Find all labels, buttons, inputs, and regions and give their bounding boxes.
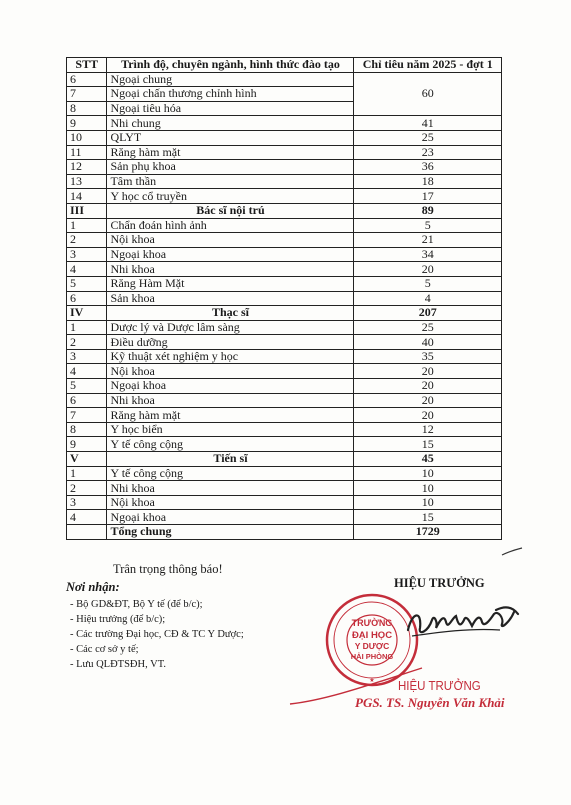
row-program: Nhi chung [107, 116, 354, 131]
row-program: Điều dưỡng [107, 335, 354, 350]
row-program: Nhi khoa [107, 262, 354, 277]
recipient-item: - Lưu QLĐTSĐH, VT. [70, 659, 167, 670]
row-quota: 5 [354, 276, 502, 291]
row-program: Y học cổ truyền [107, 189, 354, 204]
signature-role: HIỆU TRƯỞNG [398, 679, 481, 693]
row-stt: 9 [67, 437, 107, 452]
row-quota: 40 [354, 335, 502, 350]
total-row [67, 525, 502, 540]
row-quota: 20 [354, 393, 502, 408]
total-quota: 1729 [354, 525, 502, 540]
row-program: Răng hàm mặt [107, 145, 354, 160]
table-row [67, 160, 502, 175]
table-row [67, 320, 502, 335]
row-stt: 6 [67, 393, 107, 408]
row-quota: 20 [354, 364, 502, 379]
row-stt: 7 [67, 408, 107, 423]
row-program: Nhi khoa [107, 393, 354, 408]
row-quota: 41 [354, 116, 502, 131]
row-quota: 36 [354, 160, 502, 175]
recipient-item: - Các trường Đại học, CĐ & TC Y Dược; [70, 629, 244, 640]
row-stt: 6 [67, 291, 107, 306]
row-program: Ngoại khoa [107, 379, 354, 394]
row-stt: 2 [67, 335, 107, 350]
table-row [67, 262, 502, 277]
row-stt: 3 [67, 247, 107, 262]
row-stt: 8 [67, 422, 107, 437]
svg-text:★: ★ [369, 678, 375, 684]
row-quota: 20 [354, 379, 502, 394]
section-stt: V [67, 452, 107, 467]
row-program: Ngoại khoa [107, 510, 354, 525]
quota-table [66, 57, 502, 540]
section-quota: 207 [354, 306, 502, 321]
row-stt: 1 [67, 320, 107, 335]
row-stt: 4 [67, 364, 107, 379]
section-stt: IV [67, 306, 107, 321]
row-stt: 4 [67, 510, 107, 525]
row-program: Ngoại chung [107, 72, 354, 87]
seal-text-line: ĐẠI HỌC [351, 630, 393, 641]
table-row [67, 422, 502, 437]
row-program: QLYT [107, 130, 354, 145]
signature-title: HIỆU TRƯỞNG [394, 576, 485, 590]
row-program: Nội khoa [107, 233, 354, 248]
row-program: Sản phụ khoa [107, 160, 354, 175]
row-quota: 18 [354, 174, 502, 189]
table-row [67, 408, 502, 423]
row-program: Y tế công cộng [107, 437, 354, 452]
row-stt: 10 [67, 130, 107, 145]
row-quota: 12 [354, 422, 502, 437]
table-row [67, 466, 502, 481]
recipient-item: - Bộ GD&ĐT, Bộ Y tế (để b/c); [70, 599, 203, 610]
header-quota: Chỉ tiêu năm 2025 - đợt 1 [354, 58, 502, 73]
table-row [67, 233, 502, 248]
table-row [67, 393, 502, 408]
table-row [67, 189, 502, 204]
seal-text-line: TRƯỜNG [351, 618, 393, 628]
signer-name: PGS. TS. Nguyễn Văn Khải [355, 695, 505, 710]
row-stt: 3 [67, 349, 107, 364]
section-row [67, 203, 502, 218]
row-stt: 1 [67, 466, 107, 481]
row-program: Tâm thần [107, 174, 354, 189]
table-row [67, 72, 502, 87]
section-title: Bác sĩ nội trú [107, 203, 354, 218]
table-row [67, 481, 502, 496]
table-row [67, 247, 502, 262]
row-quota: 10 [354, 466, 502, 481]
row-stt: 2 [67, 233, 107, 248]
table-row [67, 145, 502, 160]
table-row [67, 379, 502, 394]
row-quota: 23 [354, 145, 502, 160]
table-header-row [67, 58, 502, 73]
row-stt: 4 [67, 262, 107, 277]
row-quota: 25 [354, 130, 502, 145]
row-stt: 8 [67, 101, 107, 116]
header-program: Trình độ, chuyên ngành, hình thức đào tạo [107, 58, 354, 73]
section-title: Thạc sĩ [107, 306, 354, 321]
row-quota: 10 [354, 481, 502, 496]
row-quota: 15 [354, 510, 502, 525]
row-quota: 34 [354, 247, 502, 262]
row-program: Ngoại khoa [107, 247, 354, 262]
row-stt: 14 [67, 189, 107, 204]
pen-tick-icon [500, 546, 524, 558]
row-program: Răng Hàm Mặt [107, 276, 354, 291]
seal-text-line: HẢI PHÒNG [350, 652, 394, 661]
recipients-title: Nơi nhận: [66, 580, 120, 594]
row-stt: 5 [67, 276, 107, 291]
row-quota: 15 [354, 437, 502, 452]
section-quota: 89 [354, 203, 502, 218]
row-program: Y học biển [107, 422, 354, 437]
row-stt: 2 [67, 481, 107, 496]
row-program: Ngoại tiêu hóa [107, 101, 354, 116]
row-program: Ngoại chấn thương chỉnh hình [107, 87, 354, 102]
row-quota: 25 [354, 320, 502, 335]
table-body [67, 72, 502, 539]
row-stt: 12 [67, 160, 107, 175]
row-program: Nhi khoa [107, 481, 354, 496]
section-quota: 45 [354, 452, 502, 467]
row-stt: 13 [67, 174, 107, 189]
row-program: Sản khoa [107, 291, 354, 306]
row-stt: 9 [67, 116, 107, 131]
row-stt: 3 [67, 495, 107, 510]
table-row [67, 349, 502, 364]
table-row [67, 130, 502, 145]
row-quota: 17 [354, 189, 502, 204]
row-program: Y tế công cộng [107, 466, 354, 481]
row-program: Răng hàm mặt [107, 408, 354, 423]
row-quota: 5 [354, 218, 502, 233]
row-stt: 7 [67, 87, 107, 102]
table-row [67, 335, 502, 350]
header-stt: STT [67, 58, 107, 73]
section-title: Tiến sĩ [107, 452, 354, 467]
row-stt: 11 [67, 145, 107, 160]
row-program: Nội khoa [107, 364, 354, 379]
seal-text-line: Y DƯỢC [354, 641, 390, 651]
row-quota: 20 [354, 408, 502, 423]
row-quota: 4 [354, 291, 502, 306]
closing-text: Trân trọng thông báo! [113, 562, 223, 576]
handwritten-signature-icon [400, 592, 530, 648]
row-stt: 5 [67, 379, 107, 394]
table-row [67, 364, 502, 379]
total-stt [67, 525, 107, 540]
row-quota: 35 [354, 349, 502, 364]
row-program: Kỹ thuật xét nghiệm y học [107, 349, 354, 364]
table-row [67, 276, 502, 291]
table-row [67, 510, 502, 525]
row-stt: 6 [67, 72, 107, 87]
table-row [67, 116, 502, 131]
recipient-item: - Các cơ sở y tế; [70, 644, 139, 655]
table-row [67, 495, 502, 510]
row-quota: 60 [354, 72, 502, 116]
section-row [67, 452, 502, 467]
row-quota: 10 [354, 495, 502, 510]
section-row [67, 306, 502, 321]
row-program: Chẩn đoán hình ảnh [107, 218, 354, 233]
table-row [67, 291, 502, 306]
table-row [67, 174, 502, 189]
row-program: Dược lý và Dược lâm sàng [107, 320, 354, 335]
row-stt: 1 [67, 218, 107, 233]
table-row [67, 218, 502, 233]
row-quota: 21 [354, 233, 502, 248]
recipients-list [70, 597, 244, 672]
table-row [67, 437, 502, 452]
section-stt: III [67, 203, 107, 218]
total-label: Tổng chung [107, 525, 354, 540]
row-quota: 20 [354, 262, 502, 277]
recipient-item: - Hiệu trưởng (để b/c); [70, 614, 166, 625]
row-program: Nội khoa [107, 495, 354, 510]
